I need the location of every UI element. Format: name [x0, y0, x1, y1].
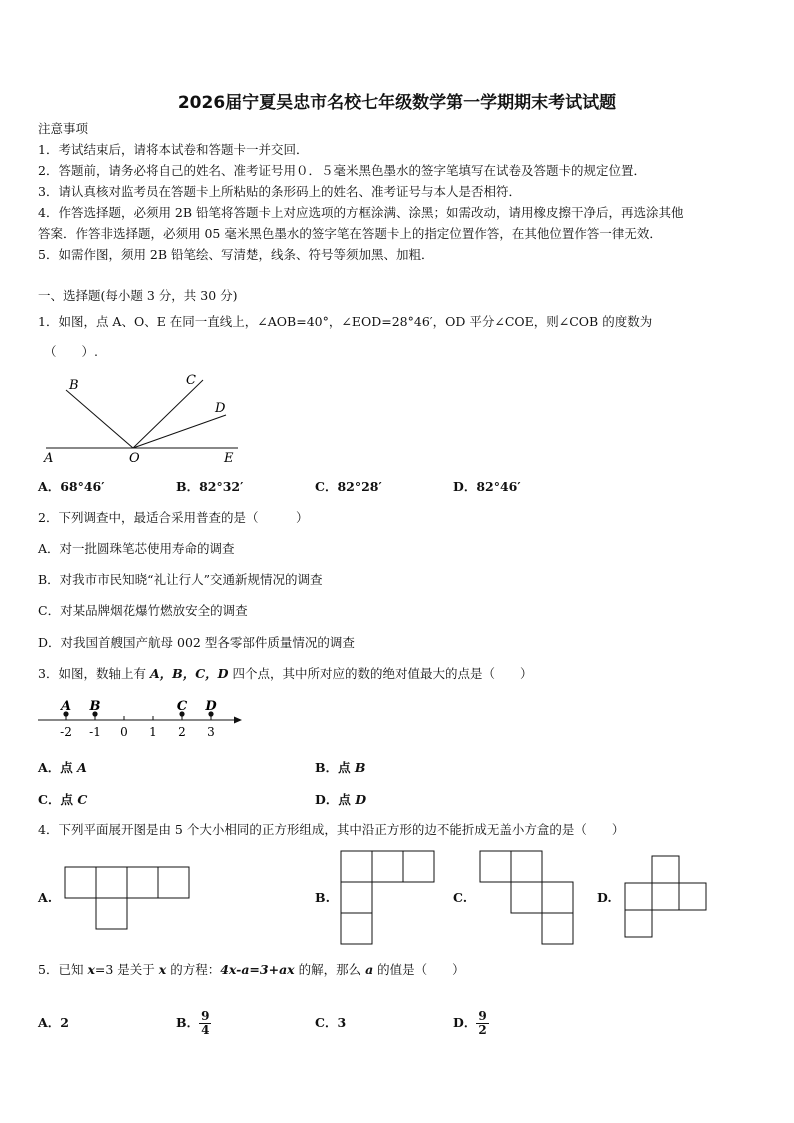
notice-item: 5．如需作图，须用 2B 铅笔绘、写清楚，线条、符号等须加黑、加粗． — [38, 247, 434, 262]
q2-option-a: A．对一批圆珠笔芯使用寿命的调查 — [38, 541, 235, 556]
q4-option-a-label: A. — [38, 890, 53, 905]
notice-item: 3．请认真核对监考员在答题卡上所粘贴的条形码上的姓名、准考证号与本人是否相符． — [38, 184, 521, 199]
q4-net-c — [479, 850, 575, 946]
question-4-stem: 4．下列平面展开图是由 5 个大小相同的正方形组成，其中沿正方形的边不能折成无盖小方盒的是（ ） — [38, 822, 625, 837]
fraction: $\frac{9}{2}$ — [478, 1009, 487, 1037]
q2-option-c: C．对某品牌烟花爆竹燃放安全的调查 — [38, 603, 248, 618]
q4-net-b — [340, 850, 435, 946]
point-label-b: B — [89, 699, 101, 714]
q5-option-d: D． $\frac{9}{2}$ — [453, 1009, 487, 1037]
number-line — [36, 694, 251, 742]
q3-option-d: D．点 D — [315, 792, 367, 807]
section-heading: 一、选择题(每小题 3 分，共 30 分) — [38, 288, 238, 303]
question-3-stem — [38, 664, 532, 684]
number-line-arrow — [234, 717, 242, 724]
q5-option-b: B． $\frac{9}{4}$ — [176, 1009, 210, 1037]
q1-option-d: D．82°46′ — [453, 479, 521, 494]
q3-option-b: B．点 B — [315, 760, 366, 775]
net-square — [341, 913, 372, 944]
net-square — [542, 882, 573, 913]
tick-label: 0 — [120, 725, 128, 739]
label-o: O — [129, 451, 140, 466]
q3-option-a: A．点 A — [38, 760, 87, 775]
fraction: $\frac{9}{4}$ — [201, 1009, 210, 1037]
net-square — [372, 851, 403, 882]
q4-net-a — [64, 866, 190, 932]
q4-net-d — [624, 855, 708, 940]
q3-stem-vars: A，B，C，D — [149, 666, 229, 681]
net-square — [341, 851, 372, 882]
ray-ob — [66, 390, 133, 448]
label-d: D — [215, 401, 226, 416]
tick-label: 3 — [207, 725, 215, 739]
tick-label: -2 — [60, 725, 72, 739]
q5-equation: 4x-a=3+ax — [220, 962, 295, 977]
q3-stem-post: 四个点，其中所对应的数的绝对值最大的点是（ ） — [228, 666, 533, 681]
q4-option-b-label: B. — [315, 890, 330, 905]
label-e: E — [224, 451, 234, 466]
net-square — [96, 898, 127, 929]
net-square — [158, 867, 189, 898]
q5-option-a: A．2 — [38, 1015, 69, 1030]
q4-option-c-label: C. — [453, 890, 468, 905]
notice-item: 2．答题前，请务必将自己的姓名、准考证号用０．５毫米黑色墨水的签字笔填写在试卷及答题卡的规定位置． — [38, 163, 646, 178]
question-5-stem: 5．已知 x=3 是关于 x 的方程：4x-a=3+ax 的解，那么 a 的值是（ ） — [38, 962, 465, 977]
question-1-figure — [38, 368, 248, 468]
tick-label: 2 — [178, 725, 186, 739]
notice-item: 4．作答选择题，必须用 2B 铅笔将答题卡上对应选项的方框涂满、涂黑；如需改动，请用橡皮擦干净后，再选涂其他 — [38, 205, 684, 220]
question-2-stem: 2．下列调查中，最适合采用普查的是（ ） — [38, 510, 309, 525]
notice-item: 1．考试结束后，请将本试卷和答题卡一并交回． — [38, 142, 309, 157]
notice-heading: 注意事项 — [38, 121, 89, 136]
notice-item: 答案．作答非选择题，必须用 05 毫米黑色墨水的签字笔在答题卡上的指定位置作答，在其他位置作答一律无效． — [38, 226, 662, 241]
q2-option-d: D．对我国首艘国产航母 002 型各零部件质量情况的调查 — [38, 635, 355, 650]
q2-option-b: B．对我市市民知晓“礼让行人”交通新规情况的调查 — [38, 572, 323, 587]
label-c: C — [186, 373, 196, 388]
q4-option-d-label: D. — [597, 890, 612, 905]
net-square — [542, 913, 573, 944]
label-b: B — [69, 378, 79, 393]
point-label-d: D — [205, 699, 217, 714]
net-square — [511, 851, 542, 882]
question-1-stem: 1．如图，点 A、O、E 在同一直线上，∠AOB=40°，∠EOD=28°46′，OD 平分∠COE，则∠COB 的度数为 — [38, 314, 653, 329]
net-square — [625, 883, 652, 910]
q3-option-c: C．点 C — [38, 792, 88, 807]
ray-od — [133, 415, 226, 448]
tick-label: 1 — [149, 725, 157, 739]
q1-option-a: A．68°46′ — [38, 479, 105, 494]
question-1-stem-cont: （ ）. — [44, 344, 98, 359]
q3-stem-pre: 3．如图，数轴上有 — [38, 666, 150, 681]
q1-option-c: C．82°28′ — [315, 479, 382, 494]
net-square — [65, 867, 96, 898]
point-label-c: C — [176, 699, 188, 714]
net-square — [652, 883, 679, 910]
tick-label: -1 — [89, 725, 101, 739]
net-square — [679, 883, 706, 910]
q1-option-b: B．82°32′ — [176, 479, 244, 494]
net-square — [341, 882, 372, 913]
net-square — [403, 851, 434, 882]
ray-oc — [133, 380, 203, 448]
net-square — [625, 910, 652, 937]
q5-option-c: C．3 — [315, 1015, 347, 1030]
net-square — [652, 856, 679, 883]
point-label-a: A — [60, 699, 72, 714]
label-a: A — [44, 451, 54, 466]
net-square — [511, 882, 542, 913]
net-square — [96, 867, 127, 898]
net-square — [480, 851, 511, 882]
page-title: 2026届宁夏吴忠市名校七年级数学第一学期期末考试试题 — [177, 93, 617, 113]
net-square — [127, 867, 158, 898]
